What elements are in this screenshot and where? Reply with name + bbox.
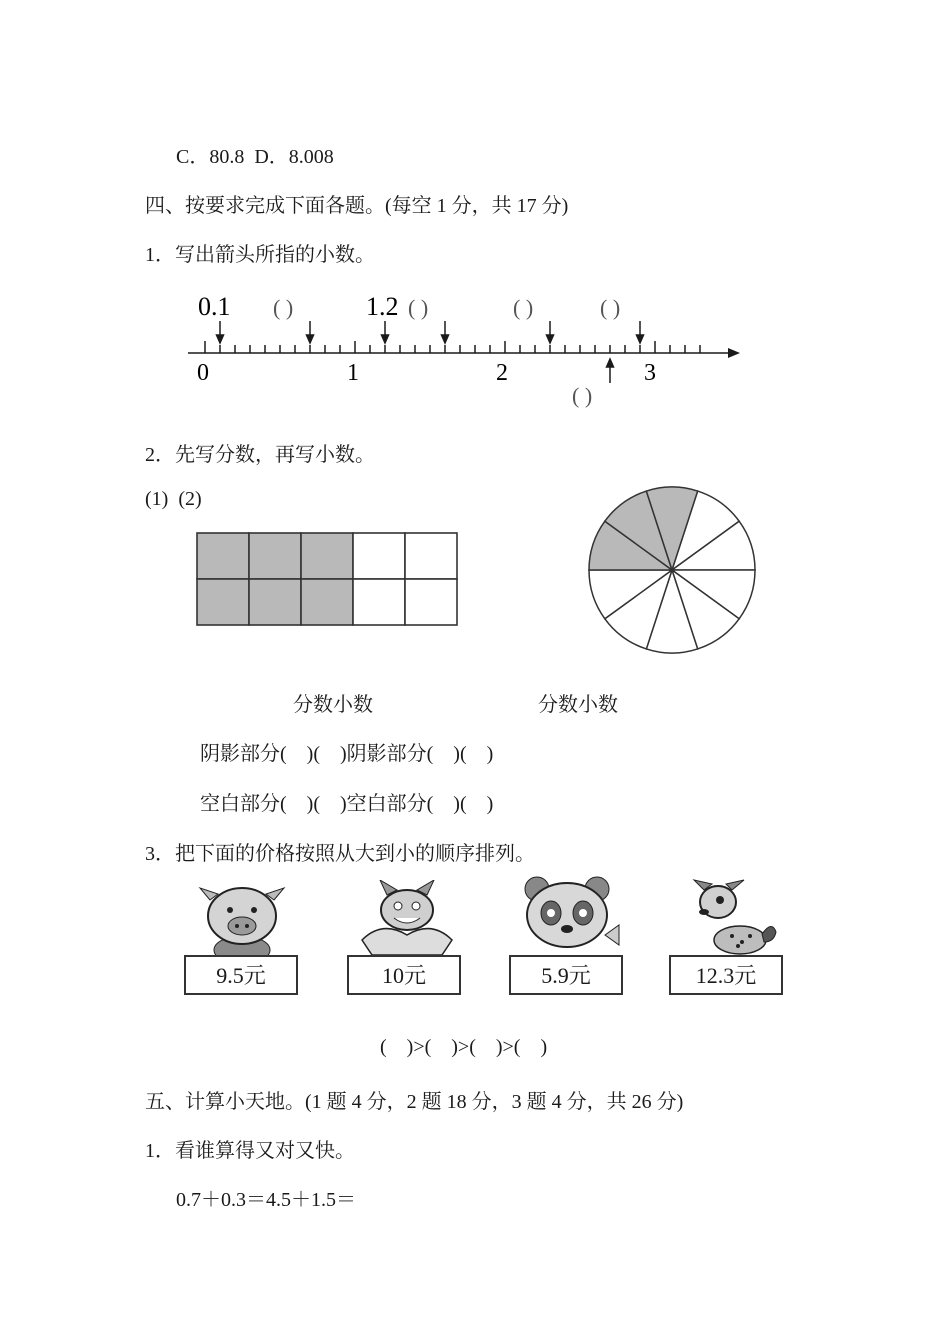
shaded-cell [249, 533, 301, 579]
price-tag-panda: 5.9元 [509, 955, 623, 995]
answer-blank: ( ) [273, 295, 294, 320]
options-c-d: C．80.8 D．8.008 [176, 146, 334, 168]
shaded-part-row: 阴影部分( )( )阴影部分( )( ) [200, 743, 494, 765]
col-header-right: 分数小数 [538, 694, 618, 716]
answer-blank: ( ) [513, 295, 534, 320]
fraction-grid [196, 532, 460, 628]
q1-instruction: 1．写出箭头所指的小数。 [145, 244, 375, 266]
panda-illustration [515, 875, 625, 960]
answer-blank: ( ) [408, 295, 429, 320]
shaded-cell [301, 579, 353, 625]
pointer-arrowhead [217, 335, 224, 343]
blank-cell [405, 579, 457, 625]
pointer-arrowhead [607, 359, 614, 367]
shaded-cell [249, 579, 301, 625]
price-tag-pig: 9.5元 [184, 955, 298, 995]
order-blanks: ( )>( )>( )>( ) [380, 1036, 548, 1058]
pointer-arrowhead [382, 335, 389, 343]
col-header-left: 分数小数 [293, 694, 373, 716]
deer-illustration [690, 876, 780, 961]
price-tag-deer: 12.3元 [669, 955, 783, 995]
section-5-heading: 五、计算小天地。(1 题 4 分，2 题 18 分，3 题 4 分，共 26 分) [145, 1091, 684, 1113]
shaded-cell [197, 533, 249, 579]
blank-cell [405, 533, 457, 579]
shaded-cell [301, 533, 353, 579]
given-label-1.2: 1.2 [366, 292, 399, 321]
section-4-heading: 四、按要求完成下面各题。(每空 1 分，共 17 分) [145, 195, 569, 217]
axis-arrowhead [728, 348, 740, 358]
pointer-arrowhead [307, 335, 314, 343]
axis-label-1: 1 [347, 360, 359, 386]
blank-cell [353, 579, 405, 625]
q3-instruction: 3．把下面的价格按照从大到小的顺序排列。 [145, 843, 535, 865]
q2-part-labels: (1) (2) [145, 488, 202, 510]
blank-part-row: 空白部分( )( )空白部分( )( ) [200, 793, 494, 815]
price-tag-wolf: 10元 [347, 955, 461, 995]
calc-expression: 0.7＋0.3＝4.5＋1.5＝ [176, 1189, 356, 1211]
answer-blank: ( ) [572, 383, 593, 408]
q2-instruction: 2．先写分数，再写小数。 [145, 444, 375, 466]
axis-label-2: 2 [496, 360, 508, 386]
pointer-arrowhead [547, 335, 554, 343]
answer-blank: ( ) [600, 295, 621, 320]
pointer-arrowhead [637, 335, 644, 343]
blank-cell [353, 533, 405, 579]
q5-1-instruction: 1．看谁算得又对又快。 [145, 1140, 355, 1162]
fraction-pie [585, 483, 759, 657]
given-label-0.1: 0.1 [198, 292, 231, 321]
shaded-cell [197, 579, 249, 625]
number-line [180, 285, 750, 410]
pointer-arrowhead [442, 335, 449, 343]
pig-illustration [192, 880, 292, 960]
axis-label-0: 0 [197, 360, 209, 386]
wolf-illustration [352, 880, 462, 960]
axis-label-3: 3 [644, 360, 656, 386]
